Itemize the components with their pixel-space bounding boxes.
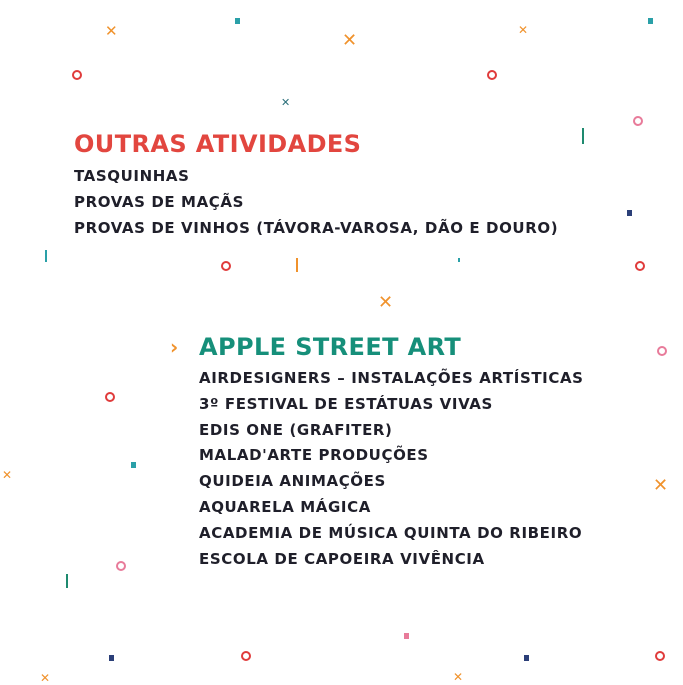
apple-street-art-section	[199, 332, 584, 572]
list-item: ESCOLA DE CAPOEIRA VIVÊNCIA	[199, 549, 485, 568]
ring-confetti-icon	[116, 561, 126, 571]
list-item: PROVAS DE MAÇÃS	[74, 193, 244, 211]
apple-street-art-list	[199, 366, 584, 572]
ring-confetti-icon	[487, 70, 497, 80]
bar-confetti-icon	[45, 250, 47, 262]
x-confetti-icon: ✕	[105, 22, 118, 40]
outras-atividades-title: OUTRAS ATIVIDADES	[74, 130, 362, 158]
ring-confetti-icon	[635, 261, 645, 271]
bar-confetti-icon	[66, 574, 68, 588]
chevron-confetti-icon: ›	[170, 335, 179, 359]
square-confetti-icon	[109, 655, 114, 661]
list-item: AQUARELA MÁGICA	[199, 497, 371, 516]
list-item: MALAD'ARTE PRODUÇÕES	[199, 446, 429, 465]
x-confetti-icon: ✕	[518, 23, 529, 37]
square-confetti-icon	[627, 210, 632, 216]
list-item: ACADEMIA DE MÚSICA QUINTA DO RIBEIRO	[199, 523, 583, 542]
ring-confetti-icon	[221, 261, 231, 271]
bar-confetti-icon	[458, 258, 460, 262]
square-confetti-icon	[235, 18, 240, 24]
x-confetti-icon: ✕	[378, 292, 394, 313]
apple-street-art-title: APPLE STREET ART	[199, 333, 462, 361]
x-confetti-icon: ✕	[2, 468, 13, 482]
ring-confetti-icon	[105, 392, 115, 402]
ring-confetti-icon	[655, 651, 665, 661]
outras-atividades-section	[74, 129, 558, 241]
bar-confetti-icon	[296, 258, 298, 272]
ring-confetti-icon	[241, 651, 251, 661]
x-confetti-icon: ✕	[281, 96, 291, 109]
x-confetti-icon: ✕	[342, 30, 358, 51]
list-item: EDIS ONE (GRAFITER)	[199, 420, 393, 439]
square-confetti-icon	[648, 18, 653, 24]
list-item: QUIDEIA ANIMAÇÕES	[199, 472, 386, 491]
ring-confetti-icon	[633, 116, 643, 126]
ring-confetti-icon	[657, 346, 667, 356]
ring-confetti-icon	[72, 70, 82, 80]
x-confetti-icon: ✕	[453, 670, 464, 684]
list-item: PROVAS DE VINHOS (TÁVORA-VAROSA, DÃO E DOURO)	[74, 219, 559, 237]
square-confetti-icon	[404, 633, 409, 639]
x-confetti-icon: ✕	[653, 475, 669, 496]
list-item: TASQUINHAS	[74, 167, 190, 185]
bar-confetti-icon	[582, 128, 584, 144]
square-confetti-icon	[131, 462, 136, 468]
list-item: AIRDESIGNERS – INSTALAÇÕES ARTÍSTICAS	[199, 369, 584, 387]
outras-atividades-list	[74, 163, 558, 241]
list-item: 3º FESTIVAL DE ESTÁTUAS VIVAS	[199, 394, 493, 413]
x-confetti-icon: ✕	[40, 671, 51, 685]
square-confetti-icon	[524, 655, 529, 661]
